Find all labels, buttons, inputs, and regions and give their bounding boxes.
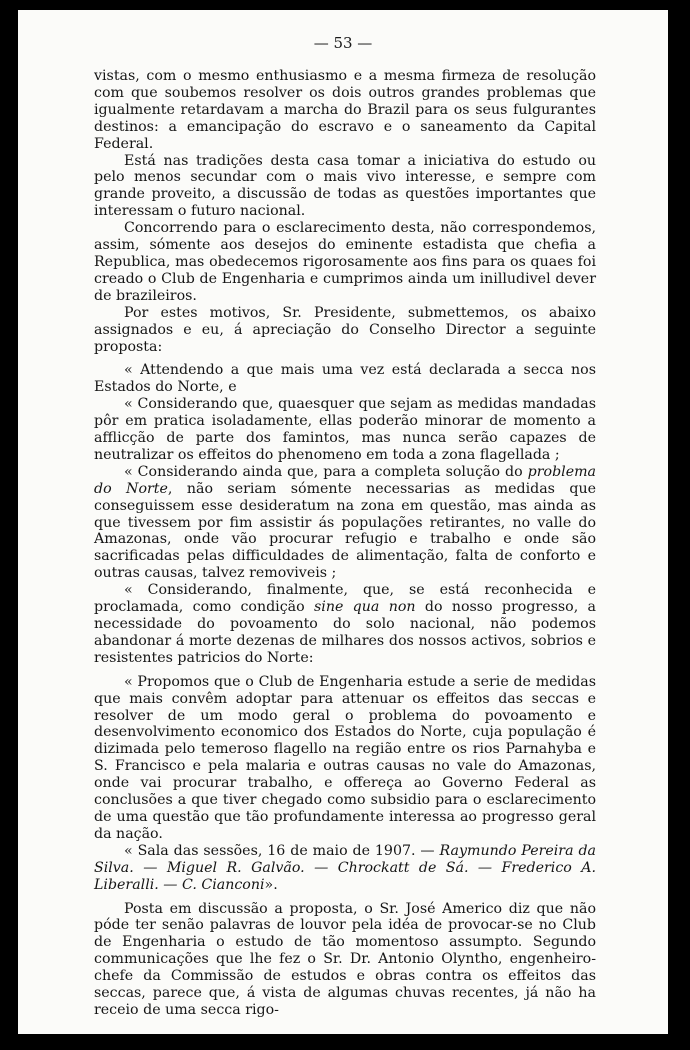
paragraph-1: vistas, com o mesmo enthusiasmo e a mesma firmeza de resolução com que soubemos resolver os dois outros grandes problemas que igualmente retardavam a marcha do Brazil para os seus fulgurantes destinos: a emancipação do escravo e o saneamento da Capital Federal. [94, 68, 596, 152]
paragraph-4: Por estes motivos, Sr. Presidente, submettemos, os abaixo assignados e eu, á apreciação do Conselho Director a seguinte proposta: [94, 304, 596, 355]
paragraph-8-rest: do nosso progresso, a necessidade do povoamento do solo nacional, não podemos abandonar á morte dezenas de milhares dos nossos activos, sobrios e resistentes patricios do Norte: [94, 599, 596, 666]
paragraph-8 [94, 582, 596, 667]
paragraph-6: « Considerando que, quaesquer que sejam as medidas mandadas pôr em pratica isoladamente, ellas poderão minorar de momento a afflicção de parte dos famintos, mas nunca serão capazes de neutralizar os effeitos do phenomeno em toda a zona flagellada ; [94, 396, 596, 463]
paragraph-5: « Attendendo a que mais uma vez está declarada a secca nos Estados do Norte, e [94, 362, 596, 396]
paragraph-8-start: « Considerando, finalmente, que, se está reconhecida e proclamada, como condição [94, 582, 596, 616]
signatories: Raymundo Pereira da Silva. — Miguel R. Galvão. — Chrockatt de Sá. — Frederico A. Liberalli. — C. Cianconi [94, 842, 596, 893]
paragraph-8-italic: sine qua non [314, 599, 416, 616]
paragraph-3: Concorrendo para o esclarecimento desta, não correspondemos, assim, sómente aos desejos do eminente estadista que chefia a Republica, mas obedecemos rigorosamente aos fins para os quaes foi creado o Club de Engenharia e cumprimos ainda um inilludivel dever de brazileiros. [94, 220, 596, 304]
document-page [18, 10, 668, 1034]
page-number: — 53 — [313, 34, 373, 52]
paragraph-9: « Propomos que o Club de Engenharia estude a serie de medidas que mais convêm adoptar para attenuar os effeitos das seccas e resolver de um modo geral o problema do povoamento e desenvolvimento economico dos Estados do Norte, cuja população é dizimada pelo temeroso flagello na região entre os rios Parnahyba e S. Francisco e pela malaria e outras causas no vale do Amazonas, onde vai procurar trabalho, e offereça ao Governo Federal as conclusões a que tiver chegado como subsidio para o esclarecimento de uma questão que tão profundamente interessa ao progresso geral da nação. [94, 673, 596, 842]
signature-date: « Sala das sessões, 16 de maio de 1907. — [124, 842, 435, 859]
paragraph-7-start: « Considerando ainda que, para a completa solução do [124, 463, 523, 480]
paragraph-7 [94, 464, 596, 582]
paragraph-11: Posta em discussão a proposta, o Sr. José Americo diz que não póde ter senão palavras de louvor pela idéa de provocar-se no Club de Engenharia o estudo de tão momentoso assumpto. Segundo communicações que lhe fez o Sr. Dr. Antonio Olyntho, engenheiro-chefe da Commissão de estudos e obras contra os effeitos das seccas, parece que, á vista de algumas chuvas recentes, já não ha receio de uma secca rigo- [94, 900, 596, 1018]
paragraph-7-rest: , não seriam sómente necessarias as medidas que conseguissem esse desideratum na zona em questão, mas ainda as que tivessem por fim assistir ás populações retirantes, no valle do Amazonas, onde vão procurar refugio e trabalho e onde são sacrificadas pelas difficuldades de alimentação, falta de conforto e outras causas, talvez removiveis ; [94, 480, 597, 582]
paragraph-7-italic: problema do Norte [94, 463, 597, 497]
paragraph-10 [94, 843, 596, 894]
paragraph-2: Está nas tradições desta casa tomar a iniciativa do estudo ou pelo menos secundar com o mais vivo interesse, e sempre com grande proveito, a discussão de todas as questões importantes que interessam o futuro nacional. [94, 152, 596, 220]
body-text [94, 68, 596, 1019]
signature-close: ». [264, 876, 278, 893]
